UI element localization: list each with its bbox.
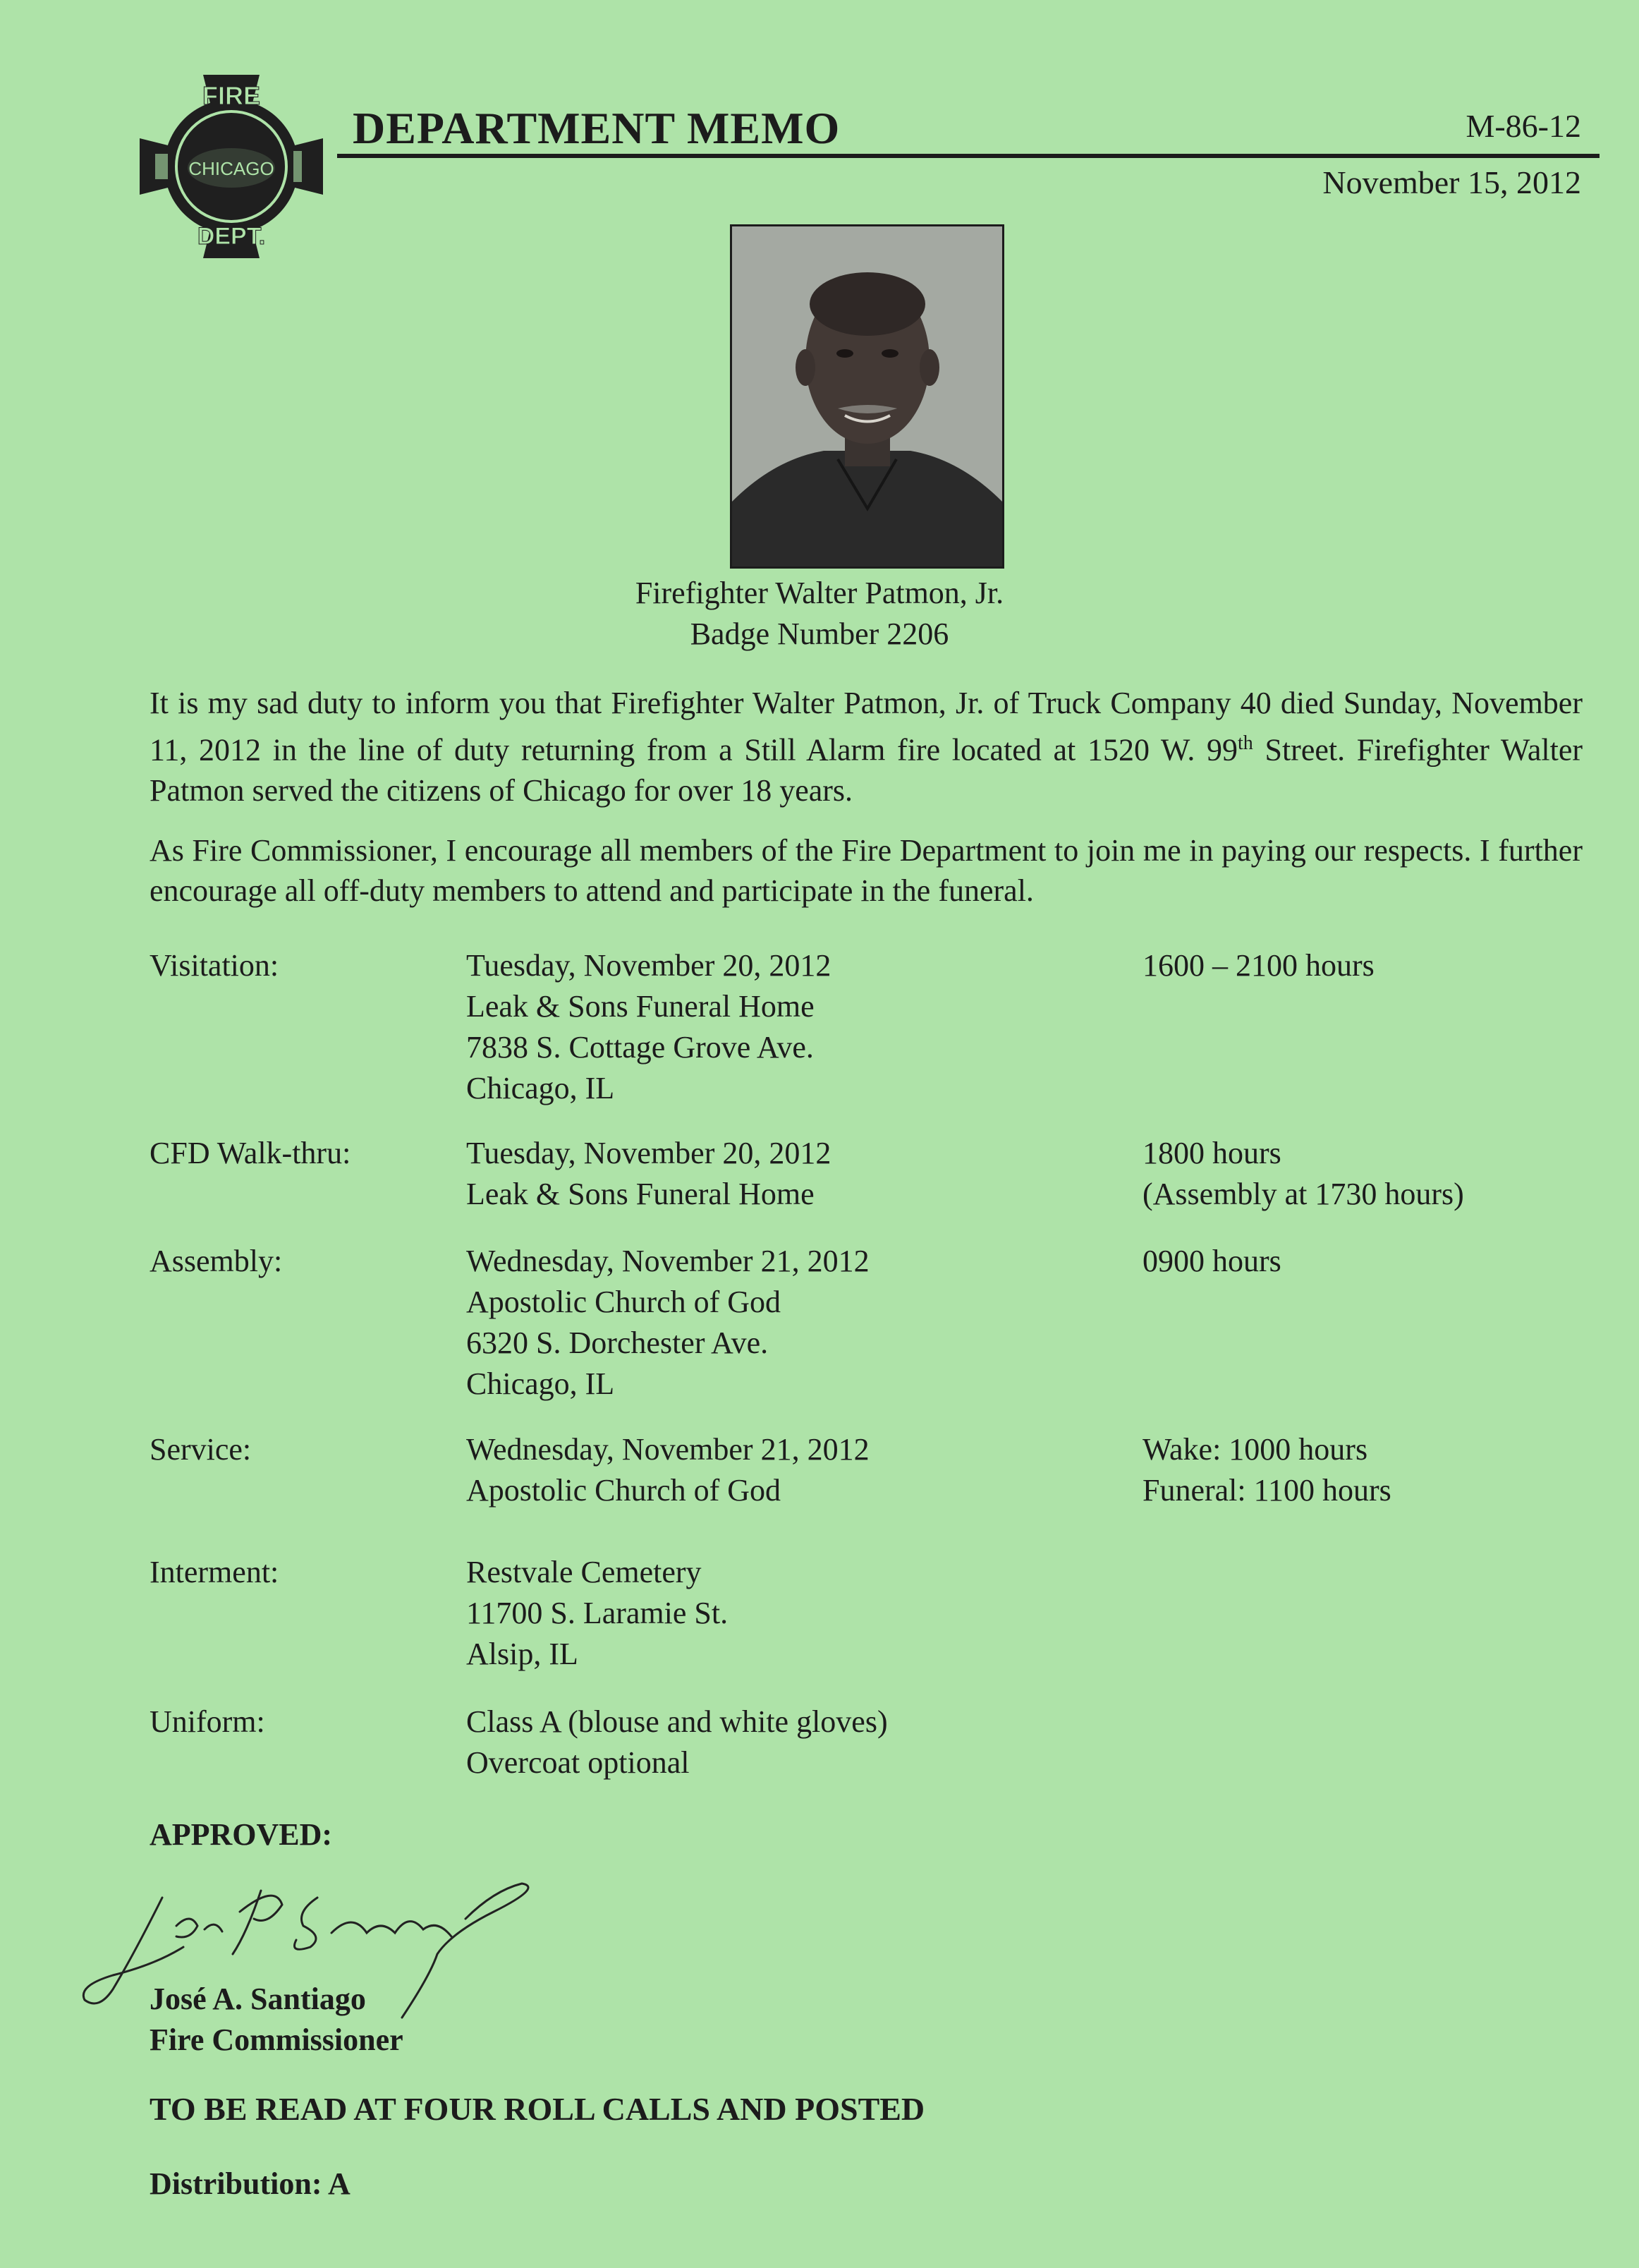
time-line: 1800 hours: [1143, 1136, 1281, 1170]
time-line: 0900 hours: [1143, 1244, 1281, 1278]
portrait-photo-icon: [732, 226, 1002, 566]
body-paragraph-1: [150, 683, 1583, 811]
paragraph-1-superscript: th: [1238, 732, 1253, 754]
schedule-details: [466, 1133, 831, 1215]
detail-line: 6320 S. Dorchester Ave.: [466, 1326, 769, 1360]
schedule-label: Uniform:: [150, 1704, 265, 1739]
detail-line: Overcoat optional: [466, 1745, 690, 1780]
detail-line: Chicago, IL: [466, 1071, 615, 1105]
detail-line: 11700 S. Laramie St.: [466, 1596, 729, 1630]
schedule-details: [466, 1241, 870, 1405]
detail-line: Leak & Sons Funeral Home: [466, 1177, 815, 1211]
detail-line: Restvale Cemetery: [466, 1555, 702, 1589]
schedule-details: [466, 1552, 728, 1675]
schedule-label: CFD Walk-thru:: [150, 1136, 351, 1170]
signer-name: José A. Santiago: [150, 1982, 366, 2016]
logo-text-center: CHICAGO: [188, 158, 274, 179]
memo-title: DEPARTMENT MEMO: [353, 103, 841, 153]
detail-line: Apostolic Church of God: [466, 1473, 781, 1508]
time-line: 1600 – 2100 hours: [1143, 948, 1375, 983]
signer-title: Fire Commissioner: [150, 2023, 403, 2057]
detail-line: Apostolic Church of God: [466, 1285, 781, 1319]
posting-notice: TO BE READ AT FOUR ROLL CALLS AND POSTED: [150, 2091, 925, 2127]
detail-line: Wednesday, November 21, 2012: [466, 1244, 870, 1278]
schedule-label: Visitation:: [150, 948, 279, 983]
schedule-details: [466, 945, 831, 1109]
paragraph-1-part-a: It is my sad duty to inform you that Firefighter Walter Patmon, Jr. of Truck Company 40 died Sunday, November 11, 2012 in the line of duty returning from a Still Alarm fire located at 1520 W. 99: [150, 686, 1583, 768]
detail-line: Leak & Sons Funeral Home: [466, 989, 815, 1024]
detail-line: Class A (blouse and white gloves): [466, 1704, 888, 1739]
chicago-fire-dept-logo: [133, 68, 330, 265]
schedule-label: Interment:: [150, 1555, 279, 1589]
distribution-line: Distribution: A: [150, 2166, 351, 2201]
schedule-label: Service:: [150, 1432, 252, 1467]
detail-line: Chicago, IL: [466, 1366, 615, 1401]
detail-line: 7838 S. Cottage Grove Ave.: [466, 1030, 814, 1065]
detail-line: Tuesday, November 20, 2012: [466, 948, 831, 983]
schedule-time: [1143, 1429, 1391, 1511]
paragraph-1-part-b: Street. Firefighter Walter Patmon served the citizens of Chicago for over 18 years.: [150, 732, 1583, 808]
time-line: Wake: 1000 hours: [1143, 1432, 1368, 1467]
schedule-time: [1143, 1133, 1464, 1215]
logo-text-bottom: DEPT.: [197, 223, 266, 250]
schedule-details: [466, 1429, 870, 1511]
photo-caption-badge: Badge Number 2206: [690, 617, 949, 651]
signature-text: Jose A. Santiago: [71, 1869, 75, 1870]
photo-caption-name: Firefighter Walter Patmon, Jr.: [635, 576, 1004, 610]
header-rule: [337, 154, 1600, 158]
memo-number: M-86-12: [1466, 108, 1581, 144]
approved-label: APPROVED:: [150, 1817, 333, 1852]
detail-line: Tuesday, November 20, 2012: [466, 1136, 831, 1170]
logo-text-top: FIRE: [202, 81, 261, 110]
detail-line: Alsip, IL: [466, 1637, 578, 1671]
body-paragraph-2: As Fire Commissioner, I encourage all members of the Fire Department to join me in paying our respects. I further encourage all off-duty members to attend and participate in the funeral.: [150, 833, 1583, 908]
memo-date: November 15, 2012: [1322, 164, 1581, 200]
detail-line: Wednesday, November 21, 2012: [466, 1432, 870, 1467]
time-line: Funeral: 1100 hours: [1143, 1473, 1391, 1508]
time-line: (Assembly at 1730 hours): [1143, 1177, 1464, 1211]
schedule-time: [1143, 1241, 1281, 1282]
schedule-time: [1143, 945, 1375, 986]
schedule-details: [466, 1702, 888, 1783]
schedule-label: Assembly:: [150, 1244, 283, 1278]
portrait-photo: [730, 224, 1004, 569]
